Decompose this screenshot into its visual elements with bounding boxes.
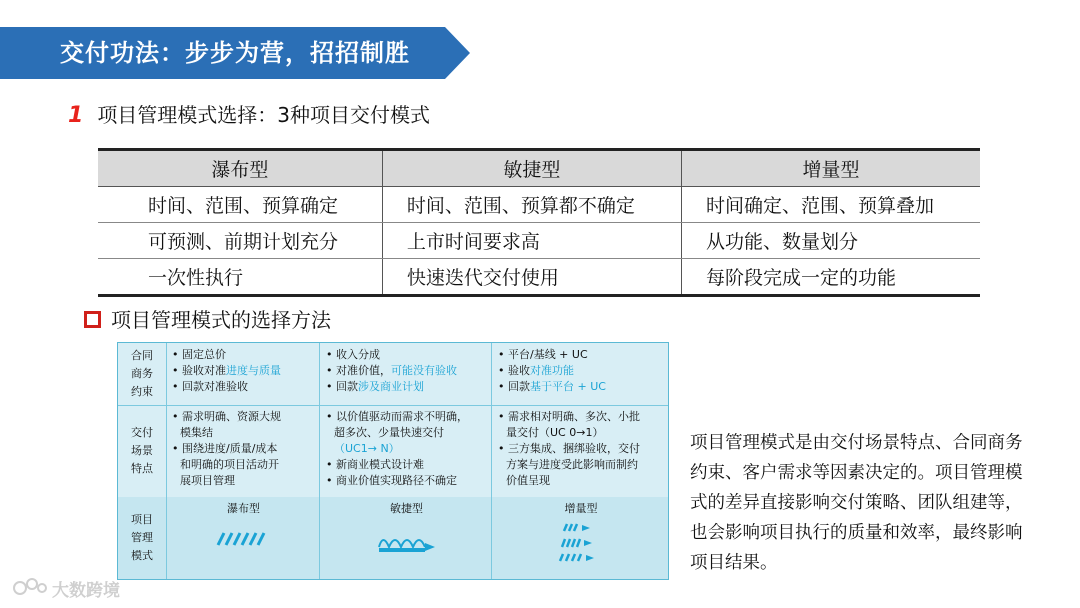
cell-line: • 收入分成 [326, 348, 380, 361]
table-cell [166, 343, 320, 405]
highlight-text: 可能没有验收 [391, 364, 457, 377]
highlight-text: 基于平台 + UC [530, 380, 606, 393]
cell-line: 敏捷型 [390, 502, 423, 515]
cell-line: 增量型 [564, 502, 598, 515]
cell-text: • 对准价值， [326, 364, 391, 377]
cell-line: 模集结 [180, 426, 213, 439]
row-label-text: 交付场景特点 [131, 426, 153, 475]
cell-line: 价值呈现 [506, 474, 550, 487]
row-label-text: 项目管理模式 [131, 513, 153, 562]
cell-line: 和明确的项目活动开 [180, 458, 279, 471]
incremental-icon [556, 521, 606, 565]
highlight-text: 进度与质量 [226, 364, 281, 377]
cell-text: • 回款 [498, 380, 530, 393]
cell-line: 方案与进度受此影响而制约 [506, 458, 638, 471]
row-label [118, 343, 167, 405]
table-cell [166, 497, 320, 579]
highlight-text: （UC1→ N） [334, 442, 400, 455]
cell-line: • 以价值驱动而需求不明确， [326, 410, 468, 423]
cell-text: • 验收 [498, 364, 530, 377]
table-cell: 上市时间要求高 [382, 223, 681, 259]
cell-line [326, 363, 487, 379]
header-incremental: 增量型 [681, 150, 980, 187]
selection-method-table [117, 342, 669, 580]
row-label [118, 497, 167, 579]
table-cell: 时间、范围、预算都不确定 [382, 187, 681, 223]
section-1-heading [68, 100, 430, 130]
table-header-row [98, 150, 980, 187]
table-row [98, 223, 980, 259]
cell-text: • 回款 [326, 380, 358, 393]
header-agile: 敏捷型 [382, 150, 681, 187]
watermark-text: 大数跨境 [52, 581, 120, 601]
section-2-heading [84, 306, 331, 334]
table-cell [320, 343, 492, 405]
cell-line: • 围绕进度/质量/成本 [172, 442, 278, 455]
highlight-text: 对准功能 [530, 364, 574, 377]
table-row [118, 343, 668, 406]
table-cell: 快速迭代交付使用 [382, 259, 681, 296]
cell-line [326, 379, 487, 395]
table-row [98, 187, 980, 223]
page-title: 交付功法：步步为营，招招制胜 [60, 39, 410, 67]
cell-line: • 回款对准验收 [172, 380, 248, 393]
table-cell: 时间确定、范围、预算叠加 [681, 187, 980, 223]
row-label [118, 405, 167, 497]
table-cell: 每阶段完成一定的功能 [681, 259, 980, 296]
cell-text: • 验收对准 [172, 364, 226, 377]
table-cell: 可预测、前期计划充分 [98, 223, 382, 259]
table-cell [320, 405, 492, 497]
table-cell: 一次性执行 [98, 259, 382, 296]
cell-line: 展项目管理 [180, 474, 235, 487]
highlight-text: 涉及商业计划 [358, 380, 424, 393]
cell-line: • 需求明确、资源大规 [172, 410, 281, 423]
cell-line: 超多次、少量快速交付 [334, 426, 444, 439]
watermark-logo-icon [12, 576, 48, 603]
table-cell [492, 497, 668, 579]
summary-paragraph: 项目管理模式是由交付场景特点、合同商务约束、客户需求等因素决定的。项目管理模式的差异直接影响交付策略、团队组建等，也会影响项目执行的质量和效率，最终影响项目结果。 [690, 433, 1023, 573]
cell-line: • 三方集成、捆绑验收，交付 [498, 442, 640, 455]
title-banner [0, 27, 470, 79]
table-cell [166, 405, 320, 497]
cell-line: • 固定总价 [172, 348, 226, 361]
cell-line: • 平台/基线 + UC [498, 348, 588, 361]
square-bullet-icon [84, 311, 101, 328]
table-cell: 从功能、数量划分 [681, 223, 980, 259]
header-waterfall: 瀑布型 [98, 150, 382, 187]
table-cell [492, 405, 668, 497]
section-2-title: 项目管理模式的选择方法 [111, 308, 331, 332]
waterfall-icon [214, 529, 274, 549]
cell-line: • 新商业模式设计难 [326, 458, 424, 471]
table-cell: 时间、范围、预算确定 [98, 187, 382, 223]
watermark [12, 576, 120, 600]
cell-line: • 商业价值实现路径不确定 [326, 474, 457, 487]
cell-line [498, 379, 664, 395]
cell-line: 瀑布型 [227, 502, 260, 515]
table-cell [492, 343, 668, 405]
cell-line [498, 363, 664, 379]
cell-line: • 需求相对明确、多次、小批 [498, 410, 640, 423]
table-row [98, 259, 980, 296]
agile-icon [375, 529, 439, 553]
section-1-title: 项目管理模式选择：3种项目交付模式 [97, 103, 431, 127]
table-cell [320, 497, 492, 579]
table-row [118, 497, 668, 579]
section-number: 1 [68, 103, 84, 128]
delivery-mode-table [98, 148, 980, 297]
table-row [118, 405, 668, 498]
cell-line: 量交付（UC 0→1） [506, 426, 604, 439]
row-label-text: 合同商务约束 [131, 349, 153, 398]
cell-line [172, 363, 315, 379]
